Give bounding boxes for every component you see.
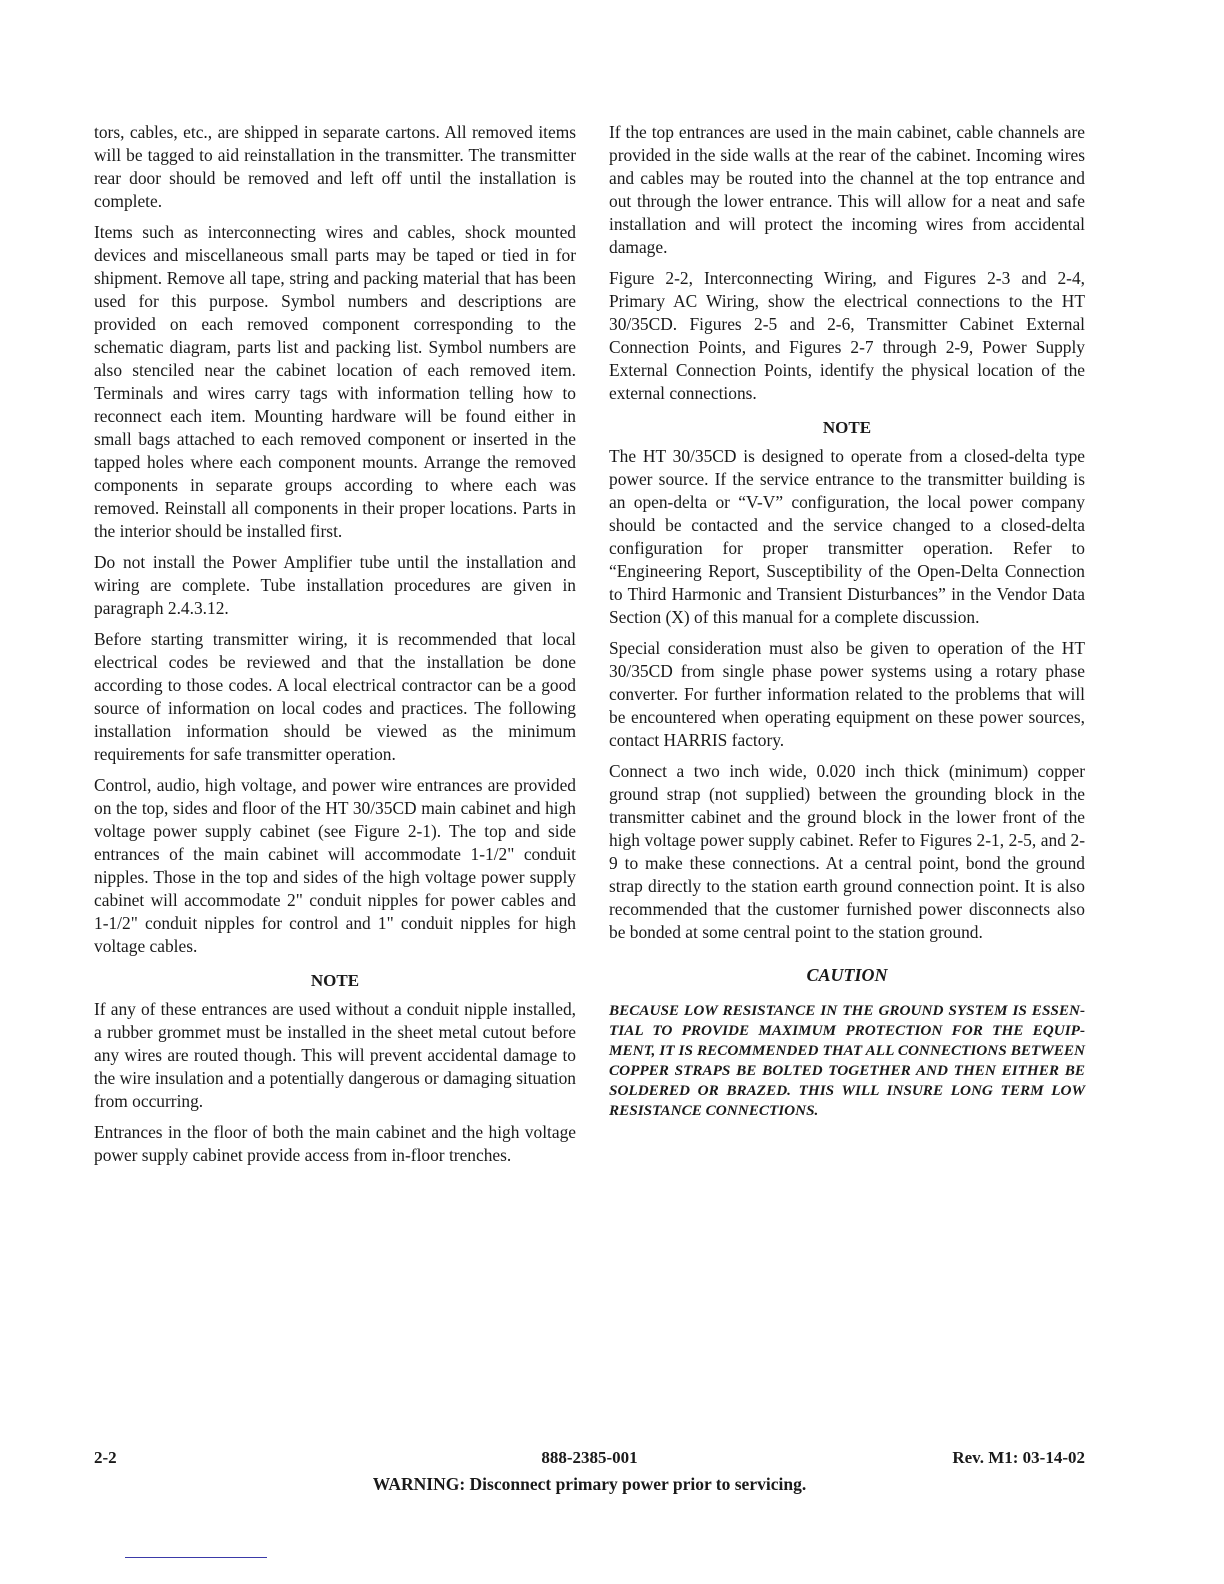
paragraph-ground-strap: Connect a two inch wide, 0.020 inch thick (minimum) copper ground strap (not supplied) between the grounding block in the transmitter cabinet and the ground block in the lower front of the high voltage power supply cabinet. Refer to Figures 2-1, 2-5, and 2-9 to make these connections. At a central point, bond the ground strap directly to the station earth ground connection point. It is also recommended that the customer furnished power disconnects also be bonded at some central point to the station ground.	[609, 761, 1085, 942]
note-heading-closed-delta: NOTE	[822, 418, 872, 437]
paragraph-electrical-codes: Before starting transmitter wiring, it is recommended that local electrical codes be reviewed and that the installation be done according to those codes. A local electrical contractor can be a good source of information on local codes and practices. The following installation information should be viewed as the minimum requirements for safe transmitter operation.	[94, 629, 576, 764]
paragraph-pa-tube: Do not install the Power Amplifier tube until the installation and wiring are complete. Tube installation procedures are given in paragraph 2.4.3.12.	[94, 552, 576, 618]
page-number: 2-2	[94, 1448, 117, 1467]
paragraph-shipping-cartons: tors, cables, etc., are shipped in separate cartons. All removed items will be tagged to aid reinstallation in the transmitter. The transmitter rear door should be removed and left off until the installation is complete.	[94, 122, 576, 211]
paragraph-closed-delta-note: The HT 30/35CD is designed to operate from a closed-delta type power source. If the service entrance to the transmitter building is an open-delta or “V-V” configuration, the local power company should be contacted and the service changed to a closed-delta configuration for proper transmitter operation. Refer to “Engineering Report, Susceptibility of the Open-Delta Connection to Third Harmonic and Transient Disturbances” in the Vendor Data Section (X) of this manual for a complete discussion.	[609, 446, 1085, 627]
paragraph-rotary-phase: Special consideration must also be given to operation of the HT 30/35CD from single phase power systems using a rotary phase converter. For further information related to the problems that will be encountered when operating equipment on these power sources, contact HARRIS factory.	[609, 638, 1085, 750]
revision-label: Rev. M1: 03-14-02	[952, 1448, 1085, 1467]
paragraph-floor-entrances: Entrances in the floor of both the main cabinet and the high voltage power supply cabinet provide access from in-floor trenches.	[94, 1122, 576, 1165]
footnote-rule	[125, 1557, 267, 1558]
caution-heading: CAUTION	[806, 965, 888, 985]
left-column	[94, 121, 576, 1175]
paragraph-figure-references: Figure 2-2, Interconnecting Wiring, and Figures 2-3 and 2-4, Primary AC Wiring, show the electrical connections to the HT 30/35CD. Figures 2-5 and 2-6, Transmitter Cabinet External Connection Points, and Figures 2-7 through 2-9, Power Supply External Connection Points, identify the physical location of the external connections.	[609, 268, 1085, 403]
note-heading-grommet: NOTE	[310, 971, 360, 990]
page-footer	[94, 1448, 1085, 1472]
paragraph-wire-entrances: Control, audio, high voltage, and power wire entrances are provided on the top, sides and floor of the HT 30/35CD main cabinet and high voltage power supply cabinet (see Figure 2-1). The top and side entrances of the main cabinet will accommodate 1-1/2" conduit nipples. Those in the top and sides of the high voltage power supply cabinet will accommodate 2" conduit nipples for power cables and 1-1/2" conduit nipples for control and 1" conduit nipples for high voltage cables.	[94, 775, 576, 956]
caution-text: BECAUSE LOW RESISTANCE IN THE GROUND SYSTEM IS ESSENTIAL TO PROVIDE MAXIMUM PROTECTION FOR THE EQUIPMENT, IT IS RECOMMENDED THAT ALL CONNECTIONS BETWEEN COPPER STRAPS BE BOLTED TOGETHER AND THEN EITHER BE SOLDERED OR BRAZED. THIS WILL INSURE LONG TERM LOW RESISTANCE CONNECTIONS.	[609, 1002, 1085, 1119]
footer-warning: WARNING: Disconnect primary power prior to servicing.	[372, 1474, 807, 1494]
right-column	[609, 121, 1085, 1121]
paragraph-cable-channels: If the top entrances are used in the main cabinet, cable channels are provided in the side walls at the rear of the cabinet. Incoming wires and cables may be routed into the channel at the top entrance and out through the lower entrance. This will allow for a neat and safe installation and will protect the incoming wires from accidental damage.	[609, 122, 1085, 257]
paragraph-grommet-note: If any of these entrances are used without a conduit nipple installed, a rubber grommet must be installed in the sheet metal cutout before any wires are routed though. This will prevent accidental damage to the wire insulation and a potentially dangerous or damaging situation from occurring.	[94, 999, 576, 1111]
paragraph-taped-parts: Items such as interconnecting wires and cables, shock mounted devices and miscellaneous small parts may be taped or tied in for shipment. Remove all tape, string and packing material that has been used for this purpose. Symbol numbers and descriptions are provided on each removed component corresponding to the schematic diagram, parts list and packing list. Symbol numbers are also stenciled near the cabinet location of each removed item. Terminals and wires carry tags with information telling how to reconnect each item. Mounting hardware will be found either in small bags attached to each removed component or inserted in the tapped holes where each component mounts. Arrange the removed components in separate groups according to where each was removed. Reinstall all components in their proper locations. Parts in the interior should be installed first.	[94, 222, 576, 541]
document-number: 888-2385-001	[541, 1448, 638, 1467]
